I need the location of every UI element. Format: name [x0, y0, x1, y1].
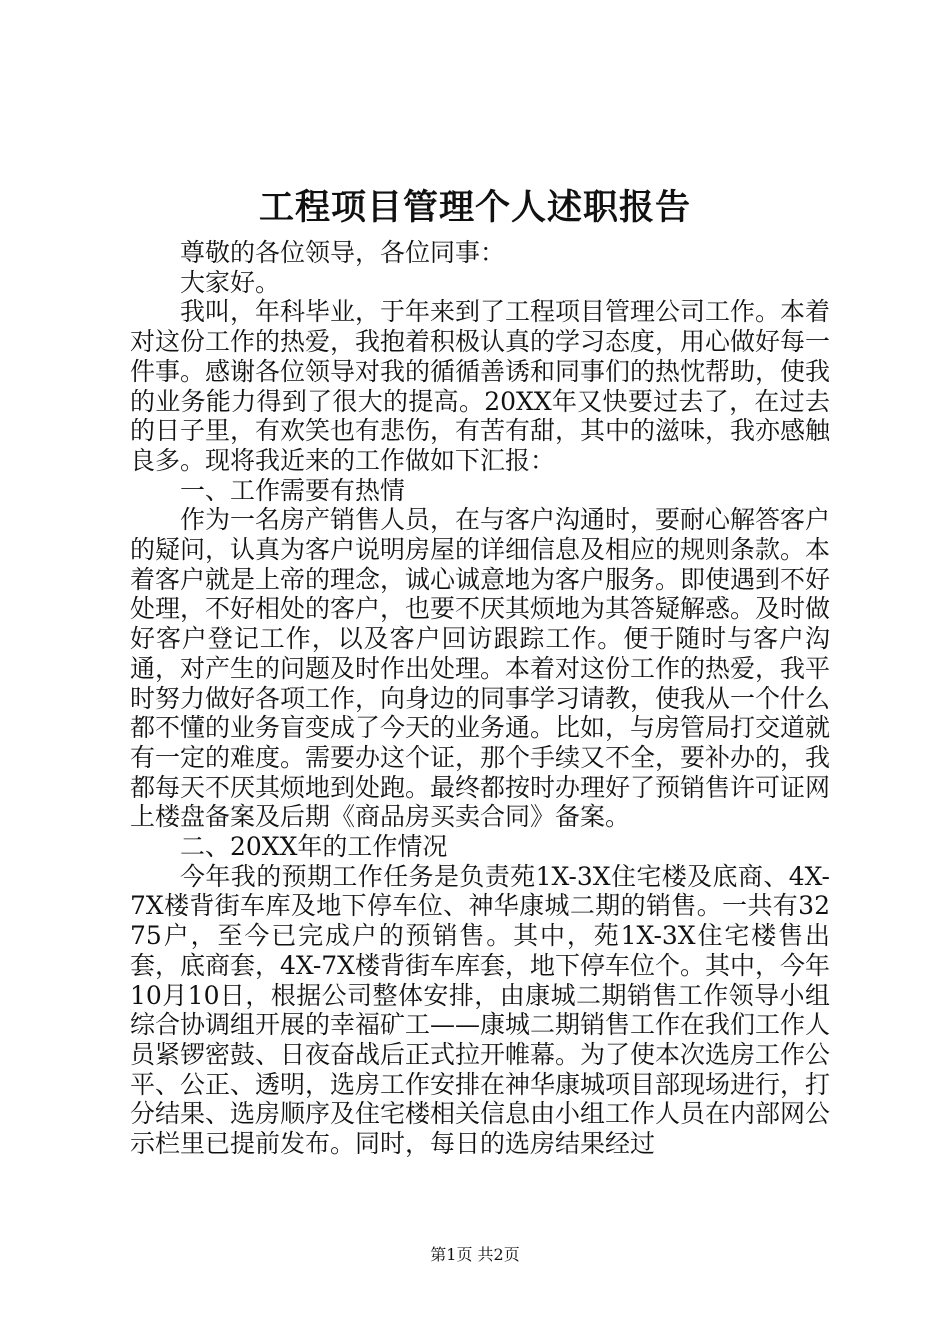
- page-footer: 第1页 共2页: [430, 1245, 520, 1264]
- greeting: 大家好。: [180, 267, 281, 297]
- salutation: 尊敬的各位领导，各位同事：: [180, 238, 506, 267]
- intro-paragraph: 我叫，年科毕业，于年来到了工程项目管理公司工作。本着对这份工作的热爱，我抱着积极认真的学习态度，用心做好每一件事。感谢各位领导对我的循循善诱和同事们的热忱帮助，使我的业务能力得到了很大的提高。20XX年又快要过去了，在过去的日子里，有欢笑也有悲伤，有苦有甜，其中的滋味，我亦感触良多。现将我近来的工作做如下汇报：: [130, 297, 831, 475]
- section-1-paragraph: 作为一名房产销售人员，在与客户沟通时，要耐心解答客户的疑问，认真为客户说明房屋的详细信息及相应的规则条款。本着客户就是上帝的理念，诚心诚意地为客户服务。即使遇到不好处理，不好相处的客户，也要不厌其烦地为其答疑解惑。及时做好客户登记工作，以及客户回访跟踪工作。便于随时与客户沟通，对产生的问题及时作出处理。本着对这份工作的热爱，我平时努力做好各项工作，向身边的同事学习请教，使我从一个什么都不懂的业务盲变成了今天的业务通。比如，与房管局打交道就有一定的难度。需要办这个证，那个手续又不全，要补办的，我都每天不厌其烦地到处跑。最终都按时办理好了预销售许可证网上楼盘备案及后期《商品房买卖合同》备案。: [130, 505, 831, 832]
- section-2-paragraph: 今年我的预期工作任务是负责苑1X-3X住宅楼及底商、4X-7X楼背街车库及地下停车位、神华康城二期的销售。一共有3275户，至今已完成户的预销售。其中，苑1X-3X住宅楼售出套，底商套，4X-7X楼背街车库套，地下停车位个。其中，今年10月10日，根据公司整体安排，由康城二期销售工作领导小组综合协调组开展的幸福矿工——康城二期销售工作在我们工作人员紧锣密鼓、日夜奋战后正式拉开帷幕。为了使本次选房工作公平、公正、透明，选房工作安排在神华康城项目部现场进行，打分结果、选房顺序及住宅楼相关信息由小组工作人员在内部网公示栏里已提前发布。同时，每日的选房结果经过: [130, 861, 831, 1159]
- section-heading-1: 一、工作需要有热情: [180, 475, 406, 505]
- section-heading-2: 二、20XX年的工作情况: [180, 832, 448, 862]
- page-title: 工程项目管理个人述职报告: [258, 187, 691, 228]
- document-body: [130, 238, 830, 1159]
